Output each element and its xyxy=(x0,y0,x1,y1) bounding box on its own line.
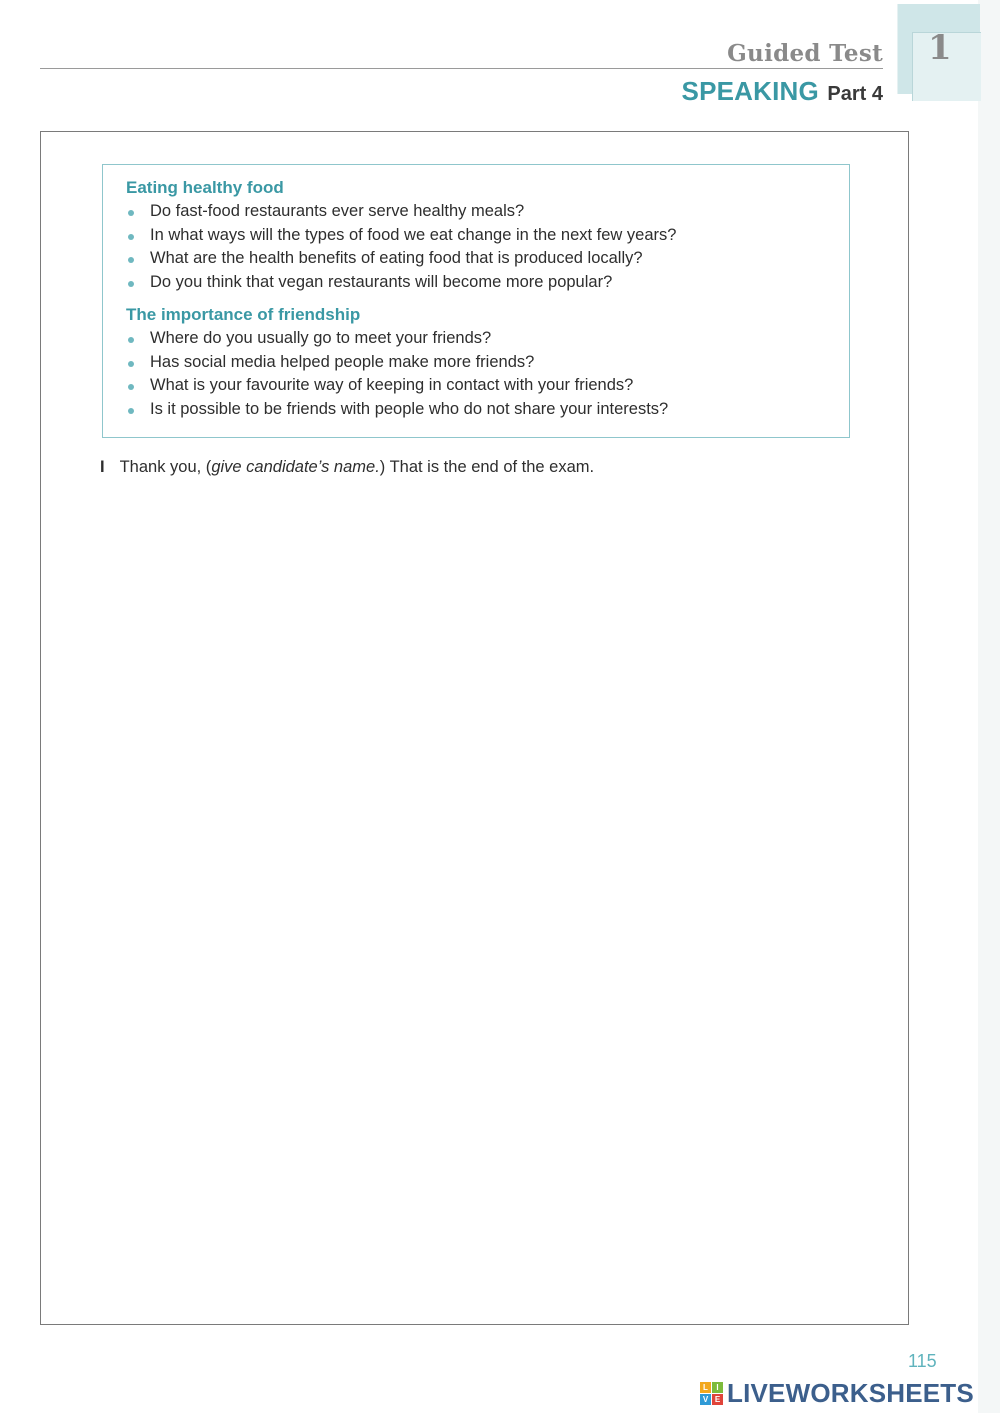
question-item: In what ways will the types of food we eat change in the next few years? xyxy=(126,224,676,248)
section-name: SPEAKING xyxy=(681,76,819,106)
question-item: Do you think that vegan restaurants will become more popular? xyxy=(126,271,676,295)
brand-logo-letter: E xyxy=(712,1394,723,1405)
header-rule xyxy=(40,68,883,69)
question-list-friendship xyxy=(126,327,668,421)
question-item: Where do you usually go to meet your friends? xyxy=(126,327,668,351)
brand-logo-letter: V xyxy=(700,1394,711,1405)
closing-text-end: ) That is the end of the exam. xyxy=(379,458,595,476)
liveworksheets-brand[interactable] xyxy=(700,1376,996,1410)
guided-test-title: Guided Test xyxy=(727,40,883,67)
section-part: Part 4 xyxy=(827,83,883,105)
brand-name: LIVEWORKSHEETS xyxy=(727,1377,974,1408)
topic-title-friendship: The importance of friendship xyxy=(126,305,361,324)
brand-logo-letter: I xyxy=(712,1382,723,1393)
question-item: What are the health benefits of eating food that is produced locally? xyxy=(126,247,676,271)
question-item: Has social media helped people make more friends? xyxy=(126,351,668,375)
topic-title-food: Eating healthy food xyxy=(126,178,284,197)
question-item: Is it possible to be friends with people who do not share your interests? xyxy=(126,398,668,422)
brand-logo-icon xyxy=(700,1382,723,1405)
page-number: 115 xyxy=(908,1351,937,1371)
section-title xyxy=(682,76,883,107)
closing-text-start: Thank you, ( xyxy=(119,458,212,476)
question-item: Do fast-food restaurants ever serve healthy meals? xyxy=(126,200,676,224)
closing-instruction: give candidate’s name. xyxy=(211,458,380,476)
closing-line xyxy=(100,458,594,477)
question-list-food xyxy=(126,200,676,294)
interlocutor-marker: I xyxy=(100,458,105,476)
question-item: What is your favourite way of keeping in contact with your friends? xyxy=(126,374,668,398)
page-edge xyxy=(978,0,1000,1413)
brand-logo-letter: L xyxy=(700,1382,711,1393)
unit-number: 1 xyxy=(928,28,952,68)
